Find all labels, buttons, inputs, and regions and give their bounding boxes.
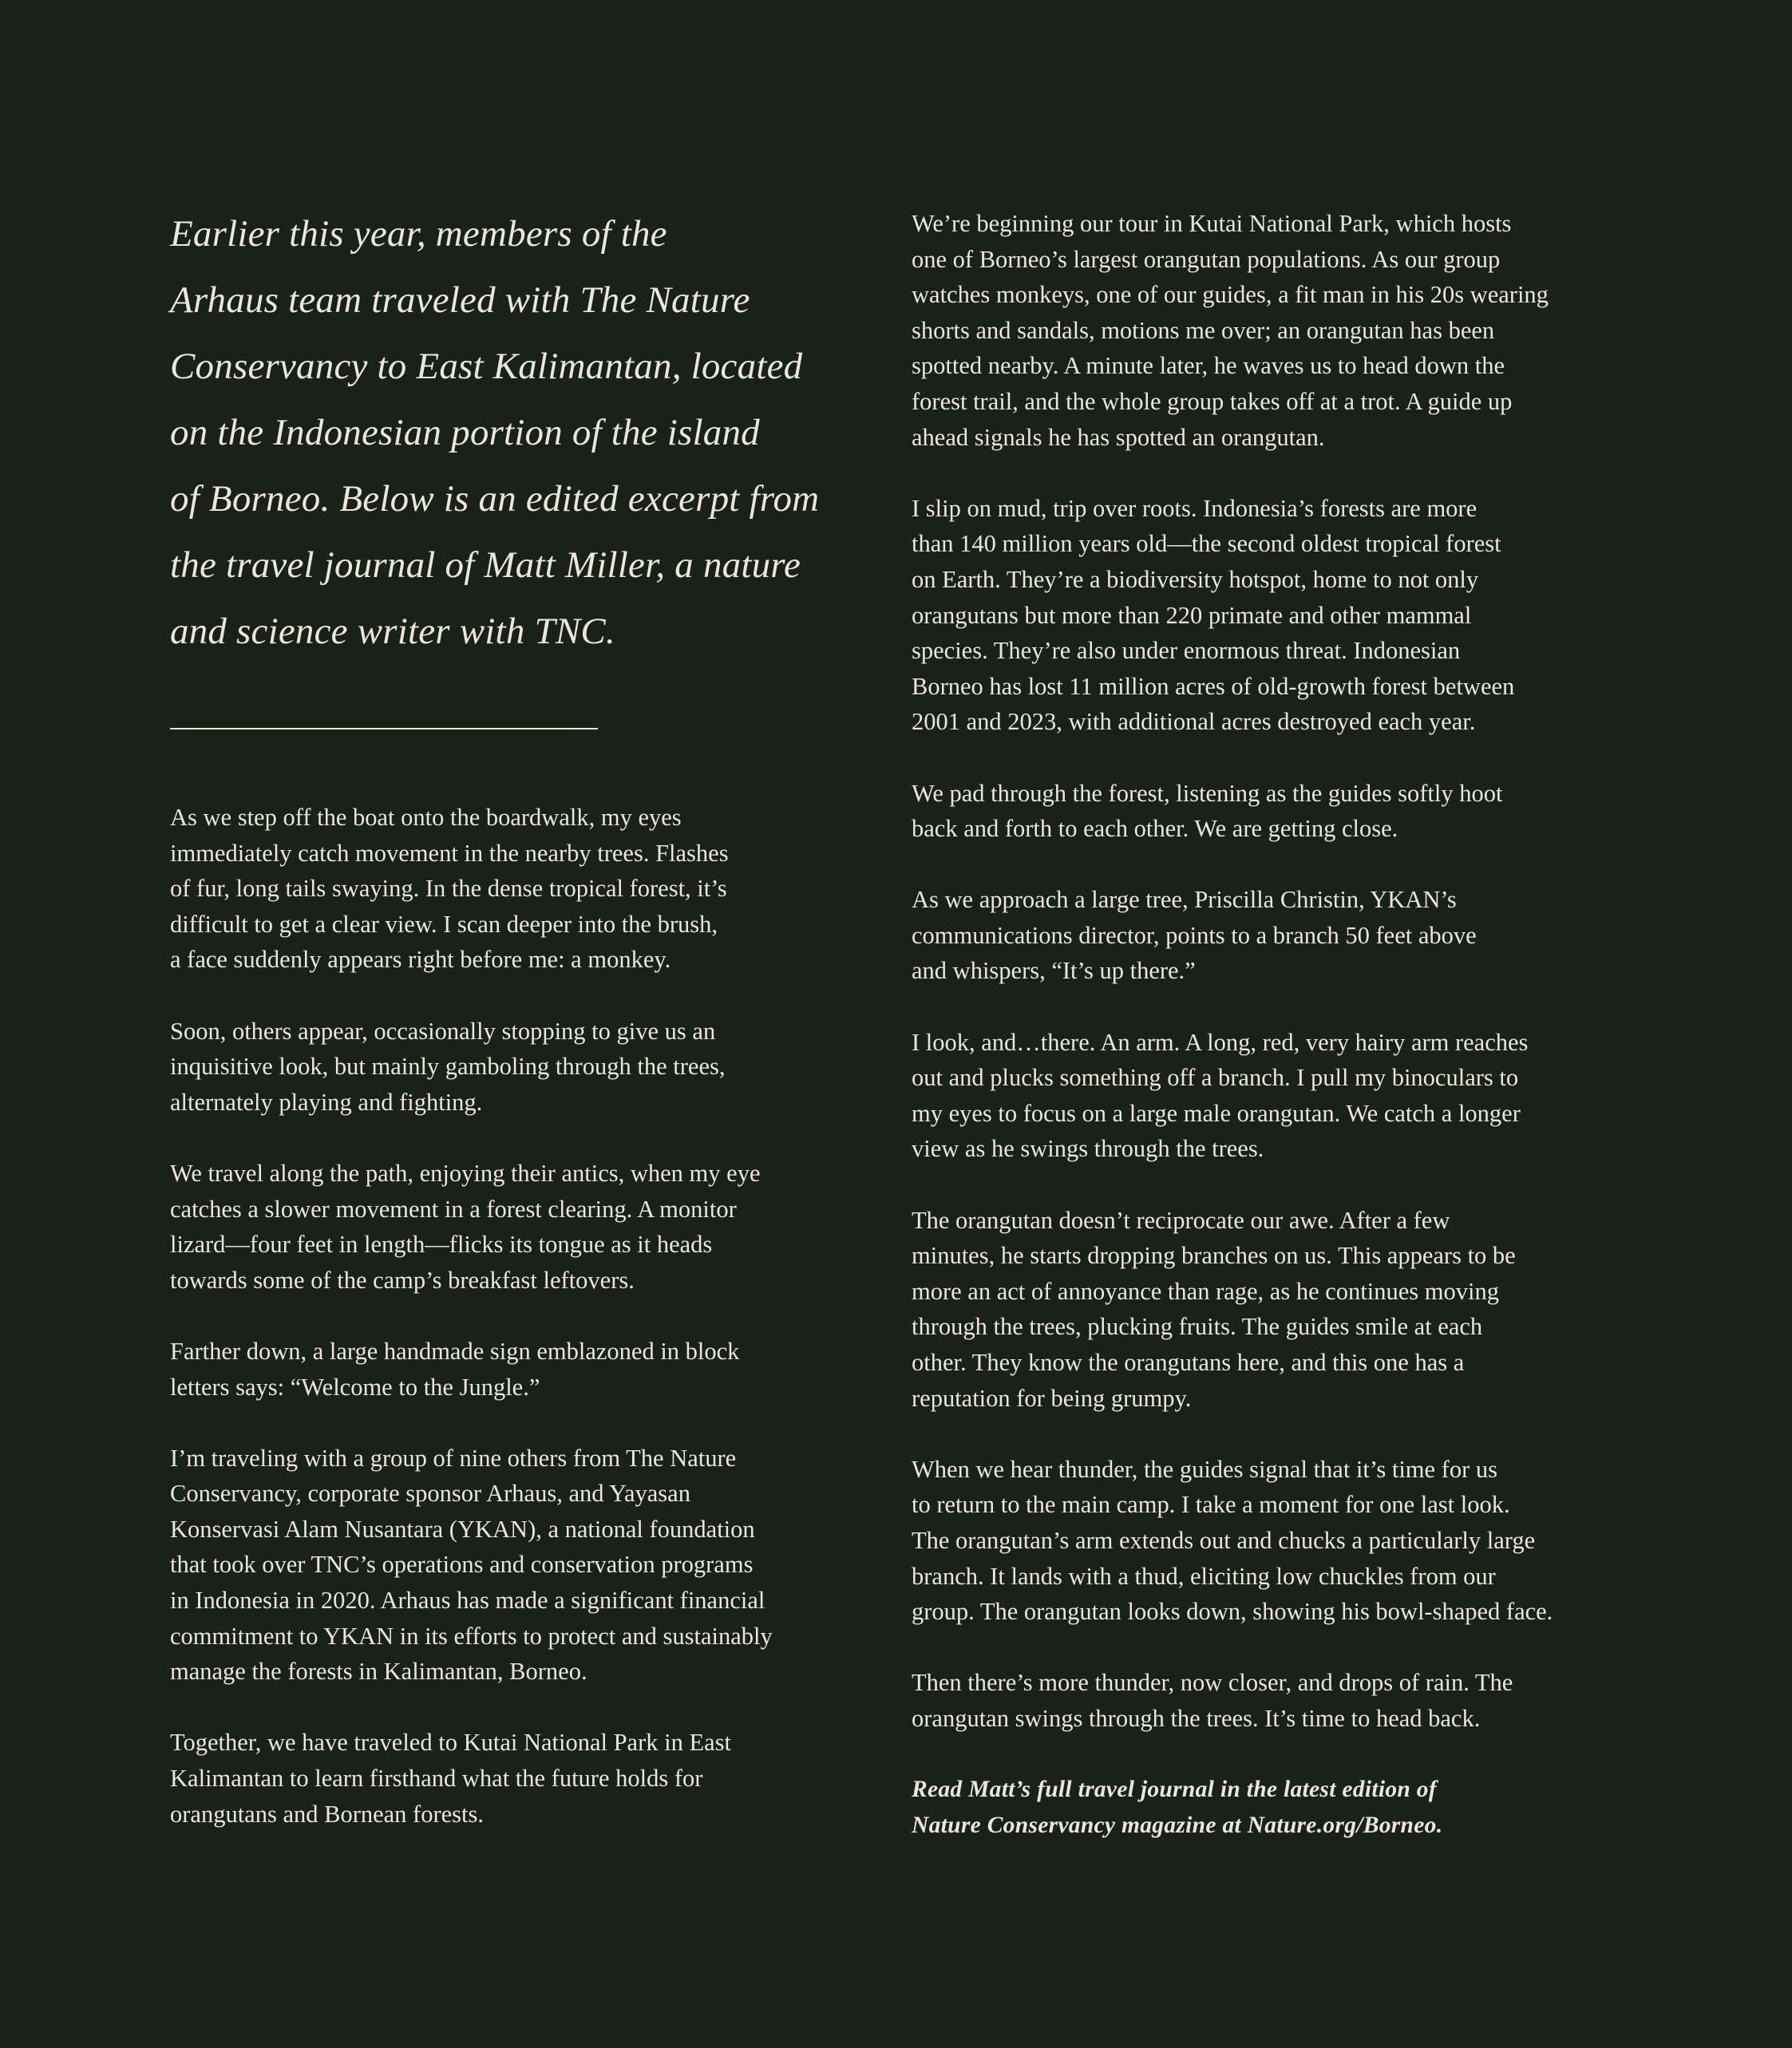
intro-paragraph [170, 201, 820, 665]
text-line: Farther down, a large handmade sign emblazoned in block [170, 1337, 740, 1365]
text-line: to return to the main camp. I take a moment for one last look. [912, 1491, 1510, 1519]
text-line: branch. It lands with a thud, eliciting low chuckles from our [912, 1562, 1496, 1590]
text-line: We pad through the forest, listening as the guides softly hoot [912, 779, 1503, 807]
text-line: out and plucks something off a branch. I pull my binoculars to [912, 1064, 1519, 1092]
body-paragraph [170, 1725, 817, 1832]
body-paragraph [912, 1665, 1614, 1736]
body-paragraph [912, 206, 1614, 455]
text-line: and whispers, “It’s up there.” [912, 957, 1196, 985]
text-line: orangutans but more than 220 primate and other mammal [912, 601, 1472, 629]
text-line: inquisitive look, but mainly gamboling through the trees, [170, 1053, 726, 1081]
closing-line: Read Matt’s full travel journal in the latest edition of [912, 1777, 1437, 1803]
text-line: my eyes to focus on a large male orangutan. We catch a longer [912, 1099, 1521, 1127]
body-paragraph [170, 1334, 817, 1405]
text-line: orangutan swings through the trees. It’s time to head back. [912, 1704, 1481, 1732]
body-paragraph [912, 1203, 1614, 1417]
text-line: species. They’re also under enormous threat. Indonesian [912, 637, 1461, 665]
text-line: The orangutan doesn’t reciprocate our awe. After a few [912, 1206, 1450, 1234]
intro-line: and science writer with TNC. [170, 611, 615, 652]
text-line: that took over TNC’s operations and conservation programs [170, 1551, 754, 1579]
text-line: As we step off the boat onto the boardwalk, my eyes [170, 804, 682, 831]
closing-note [912, 1772, 1614, 1843]
text-line: more an act of annoyance than rage, as he continues moving [912, 1277, 1499, 1305]
text-line: catches a slower movement in a forest clearing. A monitor [170, 1195, 737, 1223]
text-line: of fur, long tails swaying. In the dense tropical forest, it’s [170, 875, 727, 903]
text-line: manage the forests in Kalimantan, Borneo. [170, 1658, 587, 1686]
body-paragraph [912, 776, 1614, 847]
text-line: Then there’s more thunder, now closer, and drops of rain. The [912, 1669, 1513, 1697]
intro-line: of Borneo. Below is an edited excerpt from [170, 478, 820, 520]
text-line: We travel along the path, enjoying their antics, when my eye [170, 1159, 761, 1187]
text-line: forest trail, and the whole group takes off at a trot. A guide up [912, 387, 1513, 415]
text-line: other. They know the orangutans here, and this one has a [912, 1349, 1465, 1376]
intro-line: the travel journal of Matt Miller, a nature [170, 544, 801, 586]
left-column [170, 201, 820, 1868]
text-line: letters says: “Welcome to the Jungle.” [170, 1373, 540, 1401]
text-line: lizard—four feet in length—flicks its tongue as it heads [170, 1231, 713, 1259]
text-line: 2001 and 2023, with additional acres destroyed each year. [912, 708, 1476, 736]
text-line: back and forth to each other. We are getting close. [912, 815, 1398, 843]
text-line: commitment to YKAN in its efforts to protect and sustainably [170, 1622, 773, 1650]
text-line: alternately playing and fighting. [170, 1088, 483, 1116]
closing-line: Nature Conservancy magazine at Nature.org/Borneo. [912, 1812, 1443, 1838]
text-line: difficult to get a clear view. I scan deeper into the brush, [170, 910, 718, 938]
text-line: ahead signals he has spotted an orangutan. [912, 423, 1325, 451]
text-line: in Indonesia in 2020. Arhaus has made a significant financial [170, 1587, 765, 1615]
text-line: Together, we have traveled to Kutai National Park in East [170, 1729, 731, 1757]
text-line: view as he swings through the trees. [912, 1135, 1264, 1163]
body-paragraph [170, 1156, 817, 1298]
body-paragraph [912, 1025, 1614, 1167]
text-line: immediately catch movement in the nearby trees. Flashes [170, 839, 729, 867]
text-line: spotted nearby. A minute later, he waves us to head down the [912, 352, 1505, 380]
body-paragraph [912, 1452, 1614, 1630]
intro-line: on the Indonesian portion of the island [170, 412, 760, 453]
text-line: a face suddenly appears right before me: a monkey. [170, 946, 671, 974]
text-line: Soon, others appear, occasionally stopping to give us an [170, 1017, 716, 1045]
intro-line: Earlier this year, members of the [170, 213, 667, 255]
body-paragraph [912, 882, 1614, 989]
text-line: orangutans and Bornean forests. [170, 1800, 485, 1828]
text-line: through the trees, plucking fruits. The guides smile at each [912, 1313, 1483, 1341]
text-line: Conservancy, corporate sponsor Arhaus, and Yayasan [170, 1480, 690, 1508]
text-line: Kalimantan to learn firsthand what the future holds for [170, 1765, 703, 1793]
text-line: Borneo has lost 11 million acres of old-growth forest between [912, 672, 1515, 700]
text-line: group. The orangutan looks down, showing his bowl-shaped face. [912, 1598, 1553, 1626]
text-line: As we approach a large tree, Priscilla Christin, YKAN’s [912, 886, 1457, 914]
body-paragraph [170, 800, 817, 978]
body-paragraph [912, 491, 1614, 740]
text-line: shorts and sandals, motions me over; an orangutan has been [912, 316, 1495, 344]
text-line: than 140 million years old—the second oldest tropical forest [912, 530, 1501, 558]
body-paragraph [170, 1014, 817, 1121]
text-line: communications director, points to a branch 50 feet above [912, 921, 1477, 949]
text-line: When we hear thunder, the guides signal that it’s time for us [912, 1455, 1497, 1483]
text-line: I’m traveling with a group of nine others from The Nature [170, 1444, 737, 1472]
text-line: I look, and…there. An arm. A long, red, very hairy arm reaches [912, 1028, 1529, 1056]
text-line: one of Borneo’s largest orangutan populations. As our group [912, 245, 1501, 273]
text-line: reputation for being grumpy. [912, 1384, 1192, 1412]
text-line: The orangutan’s arm extends out and chucks a particularly large [912, 1526, 1536, 1554]
divider-rule [170, 728, 598, 729]
text-line: I slip on mud, trip over roots. Indonesia’s forests are more [912, 494, 1478, 522]
text-line: We’re beginning our tour in Kutai National Park, which hosts [912, 210, 1512, 237]
text-line: Konservasi Alam Nusantara (YKAN), a national foundation [170, 1515, 755, 1543]
text-line: watches monkeys, one of our guides, a fit man in his 20s wearing [912, 281, 1549, 309]
intro-line: Arhaus team traveled with The Nature [170, 279, 750, 321]
text-line: minutes, he starts dropping branches on us. This appears to be [912, 1242, 1516, 1270]
body-paragraph [170, 1441, 817, 1690]
intro-line: Conservancy to East Kalimantan, located [170, 346, 803, 387]
text-line: towards some of the camp’s breakfast leftovers. [170, 1266, 635, 1294]
right-column [912, 206, 1614, 1843]
text-line: on Earth. They’re a biodiversity hotspot, home to not only [912, 565, 1479, 593]
